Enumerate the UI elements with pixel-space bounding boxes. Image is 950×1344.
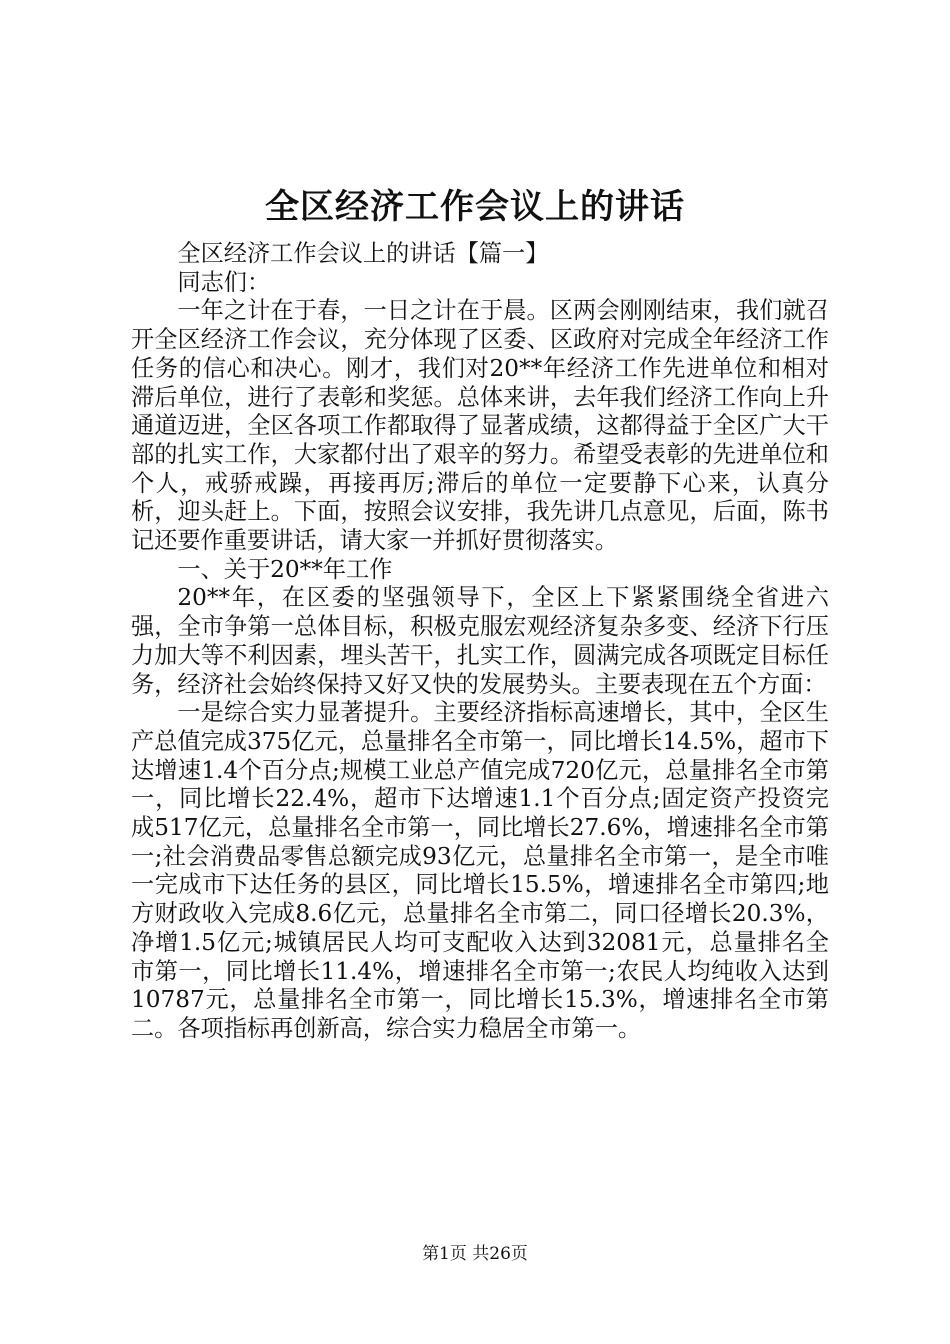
section-heading-part-one: 全区经济工作会议上的讲话【篇一】 xyxy=(177,240,549,267)
section-heading-work-review: 一、关于20**年工作 xyxy=(177,555,393,583)
document-title: 全区经济工作会议上的讲话 xyxy=(265,187,685,227)
body-paragraph: 一年之计在于春，一日之计在于晨。区两会刚刚结束，我们就召开全区经济工作会议，充分体现了区委、区政府对完成全年经济工作任务的信心和决心。刚才，我们对20**年经济工作先进单位和相对滞后单位，进行了表彰和奖惩。总体来讲，去年我们经济工作向上升通道迈进，全区各项工作都取得了显著成绩，这都得益于全区广大干部的扎实工作，大家都付出了艰辛的努力。希望受表彰的先进单位和个人，戒骄戒躁，再接再厉;滞后的单位一定要静下心来，认真分析，迎头赶上。下面，按照会议安排，我先讲几点意见，后面，陈书记还要作重要讲话，请大家一并抓好贯彻落实。 xyxy=(131,297,829,555)
document-body xyxy=(131,240,829,1044)
page-number-footer: 第1页 共26页 xyxy=(422,1244,528,1264)
body-paragraph: 20**年，在区委的坚强领导下，全区上下紧紧围绕全省进六强，全市争第一总体目标，积极克服宏观经济复杂多变、经济下行压力加大等不利因素，埋头苦干，扎实工作，圆满完成各项既定目标任务，经济社会始终保持又好又快的发展势头。主要表现在五个方面： xyxy=(131,584,829,698)
body-paragraph: 一是综合实力显著提升。主要经济指标高速增长，其中，全区生产总值完成375亿元，总量排名全市第一，同比增长14.5%，超市下达增速1.4个百分点;规模工业总产值完成720亿元，总量排名全市第一，同比增长22.4%，超市下达增速1.1个百分点;固定资产投资完成517亿元，总量排名全市第一，同比增长27.6%，增速排名全市第一;社会消费品零售总额完成93亿元，总量排名全市第一，是全市唯一完成市下达任务的县区，同比增长15.5%，增速排名全市第四;地方财政收入完成8.6亿元，总量排名全市第二，同口径增长20.3%，净增1.5亿元;城镇居民人均可支配收入达到32081元，总量排名全市第一，同比增长11.4%，增速排名全市第一;农民人均纯收入达到10787元，总量排名全市第一，同比增长15.3%，增速排名全市第二。各项指标再创新高，综合实力稳居全市第一。 xyxy=(131,699,829,1042)
salutation: 同志们： xyxy=(177,268,271,296)
